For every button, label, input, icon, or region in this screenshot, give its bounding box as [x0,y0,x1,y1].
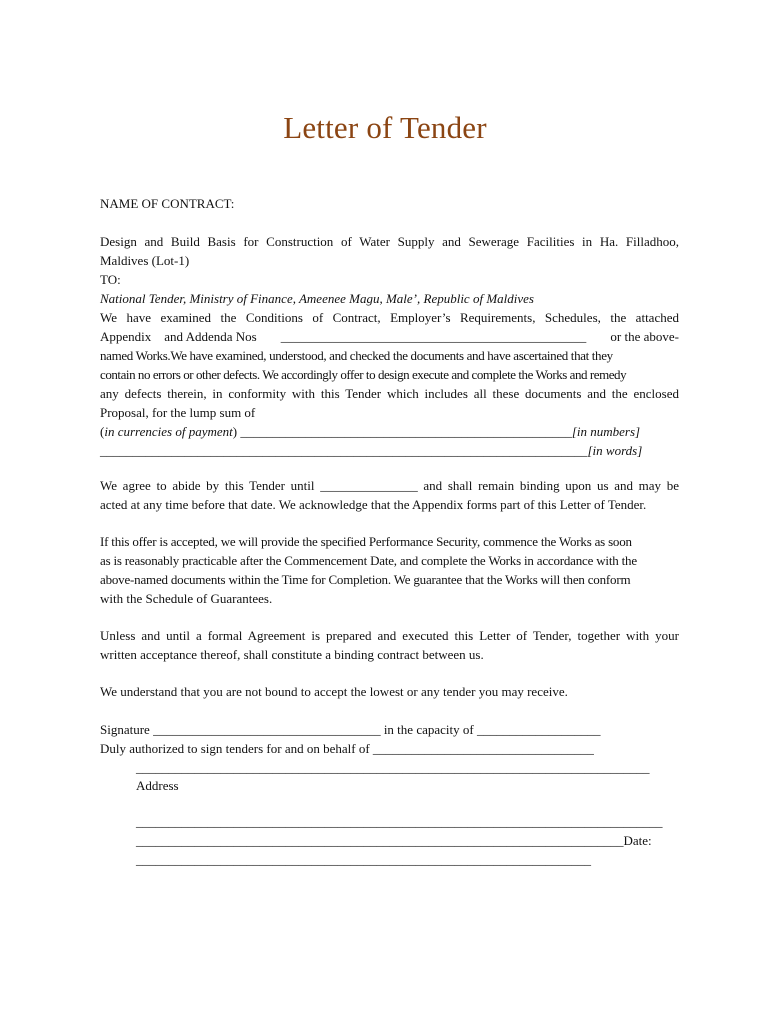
paragraph-3-line-3: above-named documents within the Time for Completion. We guarantee that the Works will then conform [100,572,631,587]
paragraph-2-line-1: We agree to abide by this Tender until _______________ and shall remain binding upon us and may be [100,478,679,493]
contract-description [100,232,679,460]
paragraph-2 [100,476,679,514]
date-label: Date: [623,833,652,848]
paragraph-1-line-1: We have examined the Conditions of Contract, Employer’s Requirements, Schedules, the attached [100,310,679,325]
to-label: TO: [100,272,121,287]
authorized-line[interactable]: Duly authorized to sign tenders for and on behalf of __________________________________ [100,741,594,756]
paragraph-3-line-1: If this offer is accepted, we will provide the specified Performance Security, commence the Works as soon [100,534,632,549]
document-title: Letter of Tender [283,110,487,145]
contract-line-2: Maldives (Lot-1) [100,253,190,268]
paragraph-5: We understand that you are not bound to accept the lowest or any tender you may receive. [100,684,568,699]
paragraph-1-line-5: any defects therein, in conformity with this Tender which includes all these documents and the enclosed [100,386,679,401]
paragraph-1-line-2 [100,327,679,346]
address-label: Address [136,778,179,793]
date-line [136,831,680,850]
addenda-blank: _______________________________________________ [280,329,587,344]
paragraph-1-line-6: Proposal, for the lump sum of [100,405,256,420]
paren-open: ( [100,424,105,439]
paragraph-3-line-4: with the Schedule of Guarantees. [100,591,273,606]
paragraph-3-line-2: as is reasonably practicable after the Commencement Date, and complete the Works in accordance with the [100,553,637,568]
above-named-text: or the above- [610,329,679,344]
contract-line-1: Design and Build Basis for Construction of Water Supply and Sewerage Facilities in Ha. Filladhoo, [100,234,679,249]
paragraph-1-line-3: named Works.We have examined, understood, and checked the documents and have ascertained that they [100,348,613,363]
address-blank-line-2[interactable]: _________________________________________________________________________________ [136,814,663,829]
amount-words-blank[interactable]: ___________________________________________________________________________ [100,443,588,458]
signature-line[interactable]: Signature ___________________________________ in the capacity of ___________________ [100,722,601,737]
appendix-addenda-label: Appendix and Addenda Nos [100,329,257,344]
paragraph-4 [100,626,679,664]
paragraph-3 [100,532,679,608]
lump-sum-words-line [100,441,679,460]
name-of-contract-label: NAME OF CONTRACT: [100,196,235,211]
address-blank-line-3[interactable]: ______________________________________________________________________ [136,852,591,867]
address-blank-line-1[interactable]: _______________________________________________________________________________ [136,760,650,775]
date-blank[interactable]: ___________________________________________________________________________ [136,833,624,848]
addressee: National Tender, Ministry of Finance, Ameenee Magu, Male’, Republic of Maldives [100,291,534,306]
paragraph-4-line-1: Unless and until a formal Agreement is prepared and executed this Letter of Tender, together with your [100,628,679,643]
paragraph-1-line-4: contain no errors or other defects. We accordingly offer to design execute and complete the Works and remedy [100,367,627,382]
paragraph-2-line-2: acted at any time before that date. We acknowledge that the Appendix forms part of this Letter of Tender. [100,497,647,512]
in-words-label: [in words] [587,443,643,458]
paren-close: ) [232,424,241,439]
lump-sum-numbers-line [100,422,679,441]
paragraph-4-line-2: written acceptance thereof, shall constitute a binding contract between us. [100,647,484,662]
in-numbers-label: [in numbers] [571,424,641,439]
amount-numbers-blank[interactable]: ___________________________________________________ [240,424,572,439]
currency-label: in currencies of payment [104,424,233,439]
